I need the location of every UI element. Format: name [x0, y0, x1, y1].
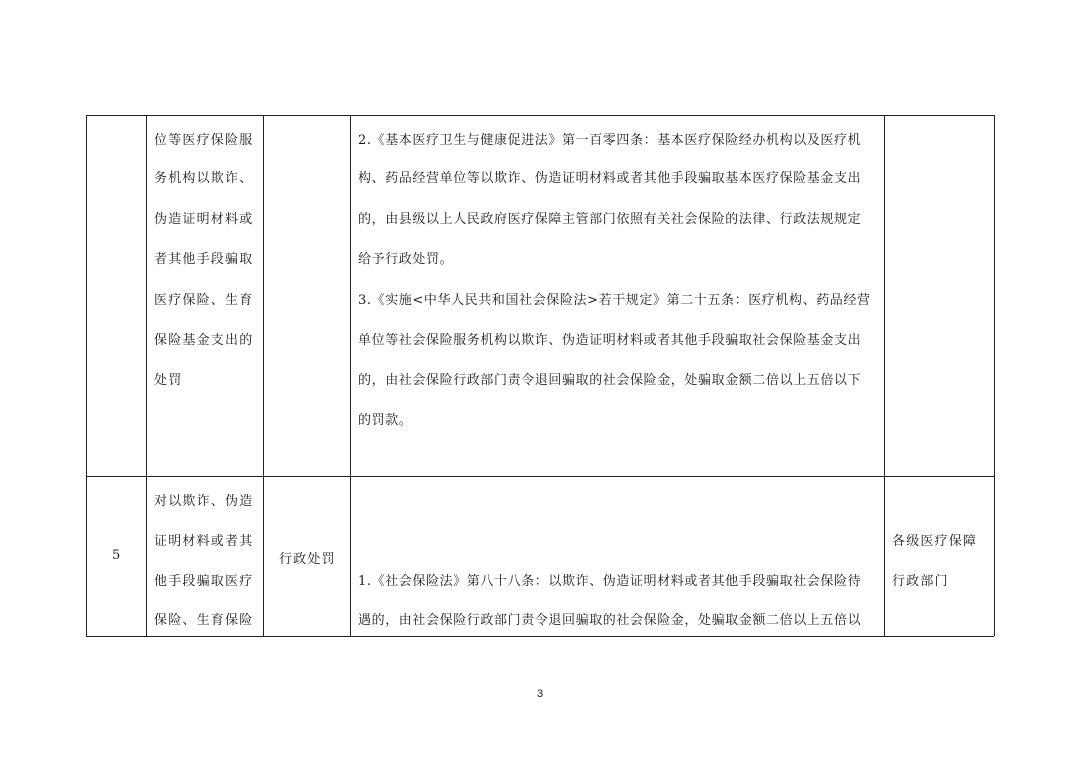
- item-name-line: 者其他手段骗取: [154, 252, 254, 267]
- row-number: 5: [112, 548, 121, 563]
- item-name-line: 对以欺诈、伪造: [154, 494, 254, 509]
- item-name-line: 证明材料或者其: [154, 534, 254, 549]
- legal-basis-line: 的罚款。: [358, 413, 413, 428]
- item-name-line: 保险、生育保险: [154, 613, 254, 628]
- item-name-line: 他手段骗取医疗: [154, 574, 254, 589]
- legal-basis-line: 单位等社会保险服务机构以欺诈、伪造证明材料或者其他手段骗取社会保险基金支出: [358, 333, 862, 348]
- item-name-line: 伪造证明材料或: [154, 212, 254, 227]
- item-name-line: 位等医疗保险服: [154, 133, 254, 148]
- legal-basis-line: 构、药品经营单位等以欺诈、伪造证明材料或者其他手段骗取基本医疗保险基金支出: [358, 171, 862, 186]
- legal-basis-line: 1.《社会保险法》第八十八条：以欺诈、伪造证明材料或者其他手段骗取社会保险待: [358, 574, 862, 589]
- column-divider: [350, 115, 351, 636]
- item-name-line: 保险基金支出的: [154, 333, 254, 348]
- table-left-border: [86, 115, 87, 636]
- table-top-border: [86, 115, 994, 116]
- table-right-border: [994, 115, 995, 636]
- legal-basis-line: 的，由社会保险行政部门责令退回骗取的社会保险金，处骗取金额二倍以上五倍以下: [358, 373, 862, 388]
- column-divider: [263, 115, 264, 636]
- column-divider: [884, 115, 885, 636]
- department-line: 行政部门: [892, 574, 949, 589]
- legal-basis-line: 给予行政处罚。: [358, 252, 454, 267]
- item-name-line: 医疗保险、生育: [154, 293, 254, 308]
- row-divider: [86, 476, 994, 477]
- item-name-line: 务机构以欺诈、: [154, 171, 254, 186]
- legal-basis-line: 的，由县级以上人民政府医疗保障主管部门依照有关社会保险的法律、行政法规规定: [358, 212, 862, 227]
- page-number: 3: [536, 688, 544, 700]
- legal-basis-line: 3.《实施<中华人民共和国社会保险法>若干规定》第二十五条：医疗机构、药品经营: [358, 293, 871, 308]
- item-name-line: 处罚: [154, 373, 183, 388]
- department-line: 各级医疗保障: [892, 534, 978, 549]
- row5-penalty-type: 行政处罚: [279, 552, 336, 567]
- column-divider: [146, 115, 147, 636]
- legal-basis-line: 2.《基本医疗卫生与健康促进法》第一百零四条：基本医疗保险经办机构以及医疗机: [358, 133, 862, 148]
- legal-basis-line: 遇的，由社会保险行政部门责令退回骗取的社会保险金，处骗取金额二倍以上五倍以: [358, 613, 862, 628]
- table-bottom-border: [86, 636, 994, 637]
